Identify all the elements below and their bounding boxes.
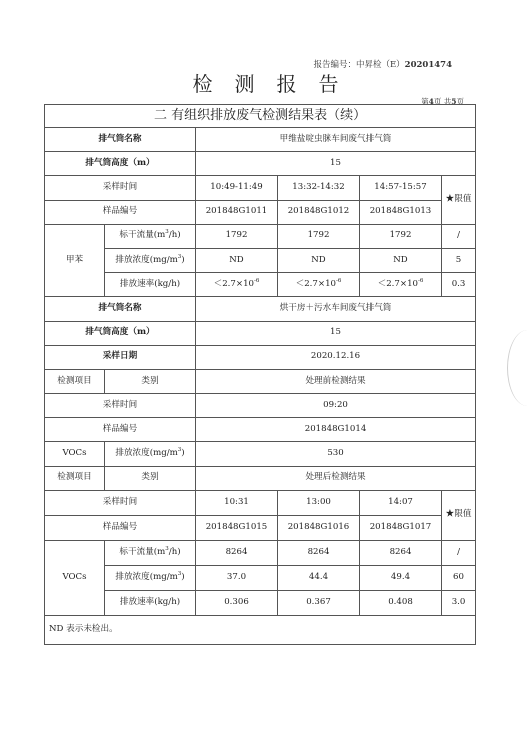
label-text: 排放浓度(mg/m — [115, 448, 178, 459]
value-text: ＜2.7×10 — [213, 278, 255, 289]
data-cell: 0.367 — [278, 590, 360, 615]
sampling-time-label: 采样时间 — [45, 176, 196, 200]
test-item-label: 检测项目 — [45, 466, 105, 490]
stack-name-value: 烘干房＋污水车间废气排气筒 — [196, 297, 476, 321]
row-label-concentration — [105, 565, 196, 590]
row-label-flow — [105, 540, 196, 565]
row-label-concentration — [105, 248, 196, 272]
data-cell: 1792 — [278, 224, 360, 248]
report-title: 检测报告 — [192, 72, 361, 96]
sampling-time-cell: 13:00 — [278, 490, 360, 515]
pre-treatment-header: 处理前检测结果 — [196, 369, 476, 393]
sampling-time-cell: 10:31 — [196, 490, 278, 515]
label-sup: 3 — [165, 546, 169, 553]
stack-height-label: 排气筒高度（m） — [45, 321, 196, 345]
section-title: 二 有组织排放废气检测结果表（续） — [45, 105, 476, 128]
label-text: 排放浓度(mg/m — [115, 571, 178, 582]
data-cell: 49.4 — [360, 565, 442, 590]
sampling-time-cell: 14:57-15:57 — [360, 176, 442, 200]
sample-id-label: 样品编号 — [45, 515, 196, 540]
pollutant-vocs: VOCs — [45, 540, 105, 615]
sample-id-cell: 201848G1015 — [196, 515, 278, 540]
data-cell: 44.4 — [278, 565, 360, 590]
limit-header: ★限值 — [442, 490, 476, 540]
post-treatment-header: 处理后检测结果 — [196, 466, 476, 490]
sample-id-cell: 201848G1011 — [196, 200, 278, 224]
test-item-label: 检测项目 — [45, 369, 105, 393]
limit-cell: / — [442, 224, 476, 248]
label-end: /h) — [168, 230, 181, 241]
row-label-flow — [105, 224, 196, 248]
page-total: 5 — [451, 97, 457, 106]
concentration-value: 530 — [196, 442, 476, 466]
sample-id-cell: 201848G1016 — [278, 515, 360, 540]
sampling-time-cell: 10:49-11:49 — [196, 176, 278, 200]
page-current: 4 — [428, 97, 434, 106]
limit-cell: 5 — [442, 248, 476, 272]
row-label-rate: 排放速率(kg/h) — [105, 590, 196, 615]
label-sup: 3 — [177, 571, 182, 578]
label-end: ) — [181, 254, 185, 265]
limit-cell: 3.0 — [442, 590, 476, 615]
label-sup: 3 — [177, 447, 182, 454]
row-label-rate: 排放速率(kg/h) — [105, 273, 196, 297]
limit-header: ★限值 — [442, 176, 476, 224]
data-cell — [360, 273, 442, 297]
data-cell — [196, 273, 278, 297]
label-text: 标干流量(m — [119, 546, 166, 557]
sampling-time-value: 09:20 — [196, 394, 476, 418]
category-label: 类别 — [105, 466, 196, 490]
report-number-value: 20201474 — [404, 60, 452, 70]
page-middle: 页 共 — [433, 97, 452, 106]
sample-id-cell: 201848G1017 — [360, 515, 442, 540]
sample-id-label: 样品编号 — [45, 418, 196, 442]
sampling-time-cell: 13:32-14:32 — [278, 176, 360, 200]
data-cell — [278, 273, 360, 297]
limit-cell: 60 — [442, 565, 476, 590]
row-label-concentration — [105, 442, 196, 466]
page-prefix: 第 — [421, 97, 429, 106]
sampling-date-value: 2020.12.16 — [196, 345, 476, 369]
value-sup: -6 — [336, 277, 342, 284]
data-cell: 0.408 — [360, 590, 442, 615]
data-cell: ND — [278, 248, 360, 272]
label-end: /h) — [168, 546, 181, 557]
stack-height-label: 排气筒高度（m） — [45, 152, 196, 176]
stack-name-value: 甲维盐啶虫脒车间废气排气筒 — [196, 128, 476, 152]
value-text: ＜2.7×10 — [377, 278, 419, 289]
sampling-date-label: 采样日期 — [45, 345, 196, 369]
pollutant-vocs: VOCs — [45, 442, 105, 466]
sample-id-label: 样品编号 — [45, 200, 196, 224]
sample-id-cell: 201848G1013 — [360, 200, 442, 224]
stack-height-value: 15 — [196, 321, 476, 345]
data-cell: ND — [360, 248, 442, 272]
data-cell: 1792 — [196, 224, 278, 248]
sampling-time-label: 采样时间 — [45, 394, 196, 418]
label-sup: 3 — [177, 253, 182, 260]
report-number-label: 报告编号：中昇检（E） — [313, 60, 405, 70]
value-sup: -6 — [254, 277, 260, 284]
footnote: ND 表示未检出。 — [45, 615, 476, 644]
data-cell: 8264 — [278, 540, 360, 565]
limit-cell: 0.3 — [442, 273, 476, 297]
label-text: 标干流量(m — [119, 230, 166, 241]
sample-id-cell: 201848G1012 — [278, 200, 360, 224]
data-cell: 1792 — [360, 224, 442, 248]
stack-name-label: 排气筒名称 — [45, 128, 196, 152]
value-sup: -6 — [418, 277, 424, 284]
label-text: 排放浓度(mg/m — [115, 254, 178, 265]
data-cell: ND — [196, 248, 278, 272]
category-label: 类别 — [105, 369, 196, 393]
sample-id-value: 201848G1014 — [196, 418, 476, 442]
emission-results-table — [44, 104, 476, 645]
data-cell: 37.0 — [196, 565, 278, 590]
value-text: ＜2.7×10 — [295, 278, 337, 289]
stack-name-label: 排气筒名称 — [45, 297, 196, 321]
limit-cell: / — [442, 540, 476, 565]
data-cell: 0.306 — [196, 590, 278, 615]
data-cell: 8264 — [196, 540, 278, 565]
sampling-time-cell: 14:07 — [360, 490, 442, 515]
label-end: ) — [181, 448, 185, 459]
label-end: ) — [181, 571, 185, 582]
page-suffix: 页 — [456, 97, 464, 106]
stack-height-value: 15 — [196, 152, 476, 176]
sampling-time-label: 采样时间 — [45, 490, 196, 515]
seal-stamp-edge — [507, 330, 531, 406]
pollutant-toluene: 甲苯 — [45, 224, 105, 297]
label-sup: 3 — [165, 229, 169, 236]
data-cell: 8264 — [360, 540, 442, 565]
